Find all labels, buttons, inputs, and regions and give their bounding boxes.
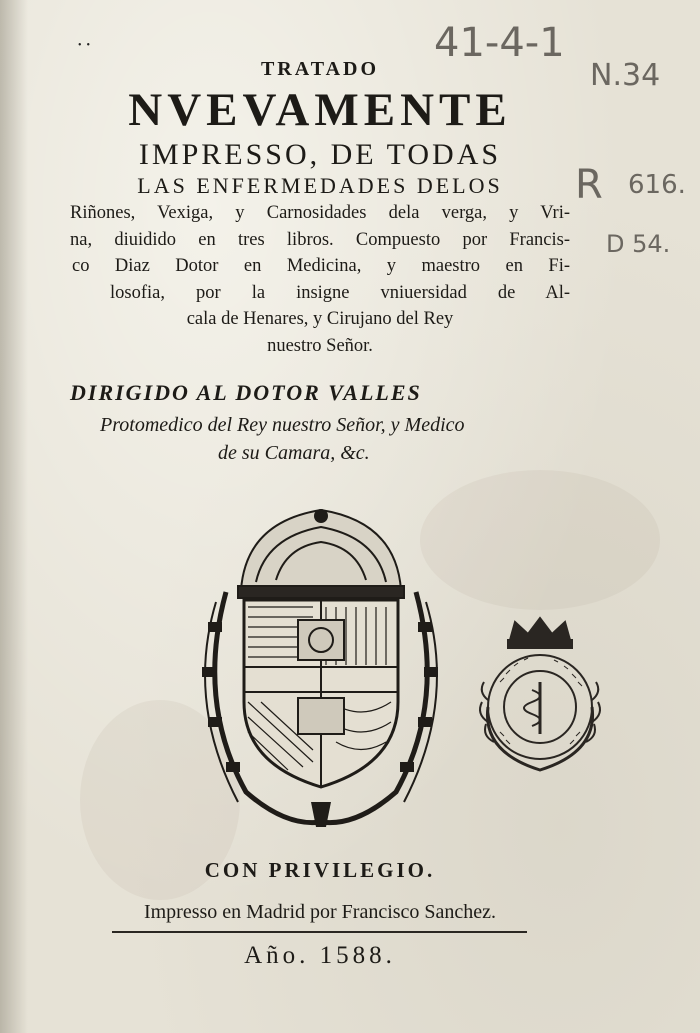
- handwritten-shelfmark: 41-4-1: [434, 20, 565, 66]
- title-line-1: TRATADO: [260, 58, 380, 80]
- body-line: nuestro Señor.: [267, 335, 373, 356]
- year-line: Año. 1588.: [244, 942, 396, 969]
- dedication: DIRIGIDO AL DOTOR VALLES: [70, 380, 422, 405]
- paper-stain: [420, 470, 660, 610]
- handwritten-r-number: 616.: [628, 170, 686, 200]
- ink-dots: • •: [78, 40, 91, 51]
- body-line: Riñones, Vexiga, y Carnosidades dela verga, y Vri-: [70, 203, 570, 223]
- body-line: co Diaz Dotor en Medicina, y maestro en Fi-: [72, 256, 570, 276]
- title-line-2: NVEVAMENTE: [128, 84, 512, 136]
- divider-rule: [112, 931, 527, 933]
- title-line-4: LAS ENFERMEDADES DELOS: [137, 173, 503, 198]
- title-body: [70, 200, 570, 359]
- privilege-line: CON PRIVILEGIO.: [204, 858, 436, 882]
- dedication-line-2: Protomedico del Rey nuestro Señor, y Medico: [100, 414, 465, 436]
- body-line: losofia, por la insigne vniuersidad de Al-: [110, 282, 570, 303]
- dedication-line-3: de su Camara, &c.: [218, 442, 370, 464]
- body-line: na, diuidido en tres libros. Compuesto por Francis-: [70, 229, 570, 250]
- library-stamp-icon: [470, 612, 610, 782]
- handwritten-r-mark: R: [575, 162, 603, 208]
- imprint-line: Impresso en Madrid por Francisco Sanchez.: [143, 901, 497, 923]
- title-line-3: IMPRESSO, DE TODAS: [138, 138, 502, 171]
- coat-of-arms-icon: [186, 502, 456, 832]
- handwritten-d-mark: D 54.: [606, 230, 671, 258]
- handwritten-number: N.34: [590, 58, 661, 93]
- body-line: cala de Henares, y Cirujano del Rey: [186, 309, 454, 329]
